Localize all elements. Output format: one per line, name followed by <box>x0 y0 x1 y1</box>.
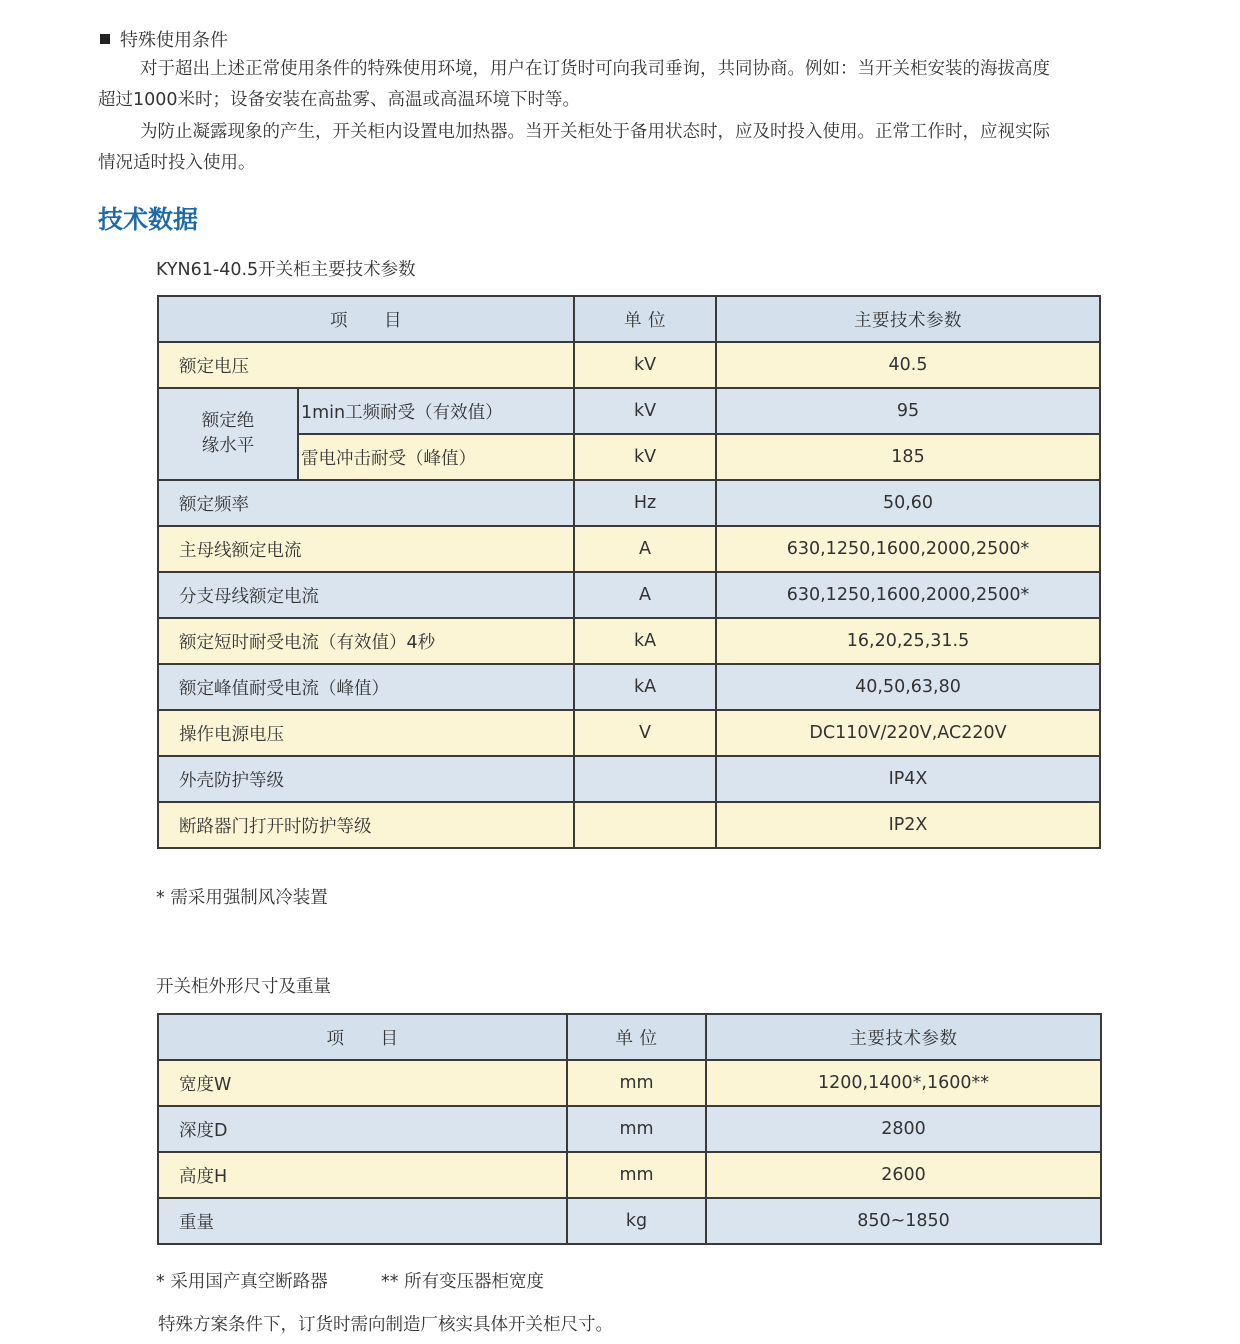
table-row: 额定峰值耐受电流（峰值） kA 40,50,63,80 <box>158 664 1100 710</box>
table-row: 额定绝 缘水平 1min工频耐受（有效值） kV 95 <box>158 388 1100 434</box>
dimensions-weight-table <box>157 1013 1102 1245</box>
table-row: 外壳防护等级 IP4X <box>158 756 1100 802</box>
table-row: 额定短时耐受电流（有效值）4秒 kA 16,20,25,31.5 <box>158 618 1100 664</box>
table2-header-unit: 单 位 <box>567 1014 706 1060</box>
custom-size-note: 特殊方案条件下，订货时需向制造厂核实具体开关柜尺寸。 <box>158 1315 613 1335</box>
table1-header-item: 项 目 <box>158 296 574 342</box>
table-row: 高度H mm 2600 <box>158 1152 1101 1198</box>
bullet-square-icon <box>100 34 110 44</box>
table2-caption: 开关柜外形尺寸及重量 <box>156 977 331 997</box>
table1-header-row <box>158 296 1100 342</box>
table-row: 分支母线额定电流 A 630,1250,1600,2000,2500* <box>158 572 1100 618</box>
table1-header-unit: 单 位 <box>574 296 716 342</box>
table-row: 额定频率 Hz 50,60 <box>158 480 1100 526</box>
table-row: 深度D mm 2800 <box>158 1106 1101 1152</box>
insulation-level-group-cell: 额定绝 缘水平 <box>158 388 298 480</box>
table-row: 重量 kg 850~1850 <box>158 1198 1101 1244</box>
table2-footnote-1: * 采用国产真空断路器 <box>156 1272 328 1292</box>
table-row: 雷电冲击耐受（峰值） kV 185 <box>158 434 1100 480</box>
special-conditions-paragraph-1: 对于超出上述正常使用条件的特殊使用环境，用户在订货时可向我司垂询，共同协商。例如：当开关柜安装的海拔高度 超过1000米时；设备安装在高盐雾、高温或高温环境下时等。 <box>98 59 1050 110</box>
table1-footnote: * 需采用强制风冷装置 <box>156 888 328 908</box>
table2-header-item: 项 目 <box>158 1014 567 1060</box>
table2-header-row <box>158 1014 1101 1060</box>
main-parameters-table <box>157 295 1101 849</box>
special-conditions-heading: 特殊使用条件 <box>100 26 228 52</box>
table1-caption: KYN61-40.5开关柜主要技术参数 <box>156 260 416 280</box>
table-row: 操作电源电压 V DC110V/220V,AC220V <box>158 710 1100 756</box>
section-title: 技术数据 <box>98 205 199 234</box>
table1-header-param: 主要技术参数 <box>716 296 1100 342</box>
table-row: 宽度W mm 1200,1400*,1600** <box>158 1060 1101 1106</box>
table2-footnote-2: ** 所有变压器柜宽度 <box>381 1272 545 1292</box>
table-row: 额定电压 kV 40.5 <box>158 342 1100 388</box>
table-row: 主母线额定电流 A 630,1250,1600,2000,2500* <box>158 526 1100 572</box>
table-row: 断路器门打开时防护等级 IP2X <box>158 802 1100 848</box>
special-conditions-paragraph-2: 为防止凝露现象的产生，开关柜内设置电加热器。当开关柜处于备用状态时，应及时投入使用。正常工作时，应视实际 情况适时投入使用。 <box>98 122 1050 173</box>
table2-header-param: 主要技术参数 <box>706 1014 1101 1060</box>
